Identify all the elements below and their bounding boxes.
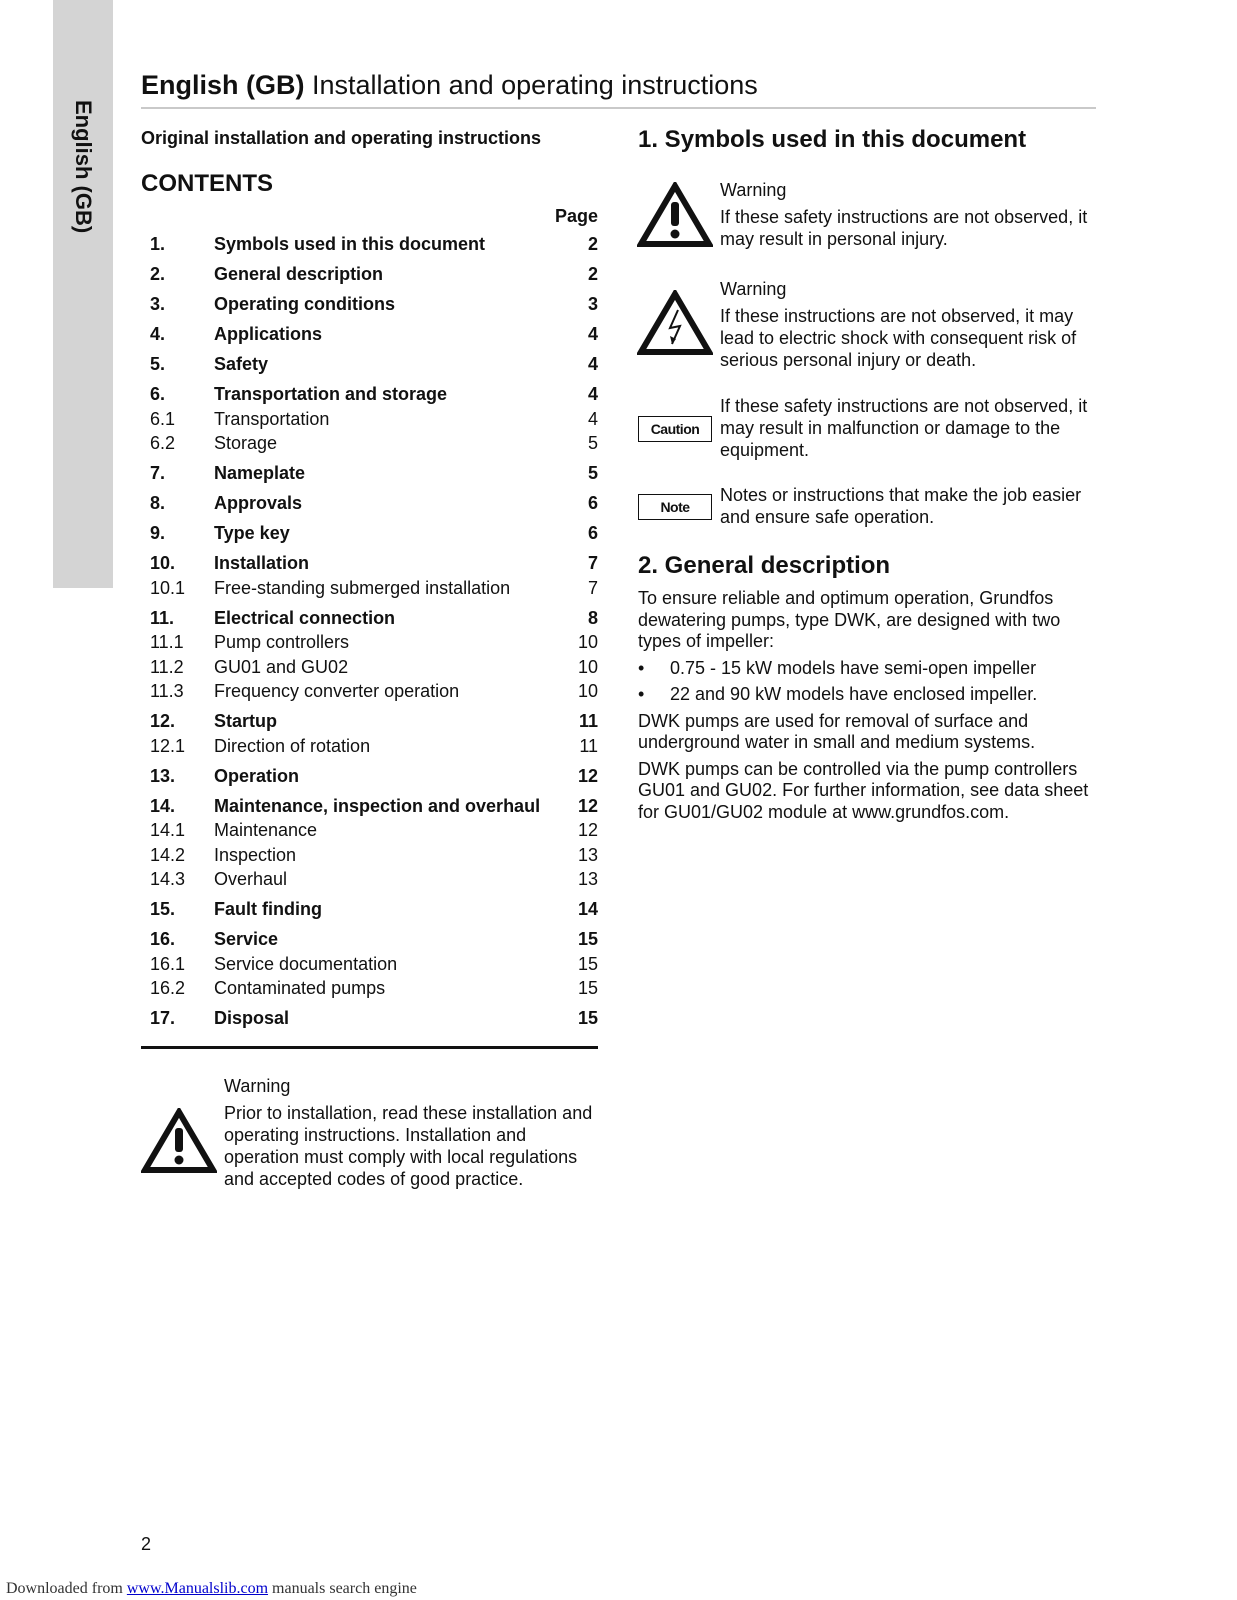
footer-link[interactable]: www.Manualslib.com <box>126 1580 269 1597</box>
toc-entry[interactable] <box>141 867 598 892</box>
toc-entry-title: Installation <box>214 553 310 573</box>
toc-entry[interactable] <box>141 576 598 601</box>
toc-entry-page: 2 <box>587 264 598 284</box>
bottom-warning-label: Warning <box>224 1076 291 1096</box>
toc-entry-title: Fault finding <box>214 899 322 919</box>
toc-entry[interactable] <box>141 461 598 486</box>
toc-entry-number: 8. <box>150 493 166 513</box>
toc-entry[interactable] <box>141 1006 598 1031</box>
toc-entry-number: 13. <box>150 765 176 786</box>
section-2-paragraph: DWK pumps are used for removal of surface and underground water in small and medium systems. <box>638 710 1036 752</box>
toc-entry[interactable] <box>141 352 598 377</box>
toc-entry[interactable] <box>141 843 598 868</box>
toc-entry-title: Frequency converter operation <box>214 681 460 701</box>
toc-entry-number: 14.3 <box>150 869 186 889</box>
toc-entry-page: 7 <box>587 577 598 598</box>
toc-entry[interactable] <box>141 322 598 347</box>
page-title <box>141 70 758 101</box>
toc-entry-number: 6. <box>150 384 166 404</box>
toc-entry-title: Contaminated pumps <box>214 978 386 998</box>
toc-entry-page: 13 <box>577 844 598 865</box>
toc-entry-page: 11 <box>579 735 598 756</box>
toc-entry-title: Maintenance, inspection and overhaul <box>214 795 541 816</box>
symbol-1-label: Warning <box>720 180 787 200</box>
warning-triangle-icon <box>637 182 713 253</box>
page-title-text: Installation and operating instructions <box>312 70 758 100</box>
toc-entry-number: 2. <box>150 264 166 284</box>
download-footer <box>6 1580 417 1598</box>
toc-entry[interactable] <box>141 521 598 546</box>
warning-triangle-icon <box>141 1108 217 1179</box>
toc-entry-page: 4 <box>587 324 598 344</box>
section-2-heading: 2. General description <box>638 552 891 579</box>
toc-entry[interactable] <box>141 794 598 819</box>
toc-entry[interactable] <box>141 952 598 977</box>
toc-entry-number: 3. <box>150 294 166 314</box>
toc-entry[interactable] <box>141 976 598 1001</box>
toc-entry[interactable] <box>141 407 598 432</box>
bullet-mark: • <box>638 657 645 678</box>
toc-entry-number: 10. <box>150 553 176 573</box>
toc-entry[interactable] <box>141 818 598 843</box>
toc-entry-title: Pump controllers <box>214 632 350 652</box>
toc-entry-title: Electrical connection <box>214 607 396 628</box>
bullet-text: 0.75 - 15 kW models have semi-open impeller <box>670 657 1037 678</box>
toc-entry-number: 14. <box>150 795 176 816</box>
page-number: 2 <box>141 1534 152 1554</box>
toc-entry-page: 3 <box>587 294 598 314</box>
toc-entry-number: 16.1 <box>150 953 186 974</box>
footer-suffix: manuals search engine <box>268 1580 417 1597</box>
toc-entry-page: 7 <box>587 553 598 573</box>
toc-entry[interactable] <box>141 679 598 704</box>
toc-entry-title: Service <box>214 929 279 949</box>
toc-entry[interactable] <box>141 630 598 655</box>
toc-entry[interactable] <box>141 709 598 734</box>
table-of-contents <box>141 232 598 1031</box>
bullet-text: 22 and 90 kW models have enclosed impeller. <box>670 684 1038 704</box>
toc-entry-page: 15 <box>577 929 598 949</box>
footer-prefix: Downloaded from <box>6 1580 127 1597</box>
toc-entry[interactable] <box>141 734 598 759</box>
symbol-1-text: If these safety instructions are not observed, it may result in personal injury. <box>720 207 1088 249</box>
toc-entry-title: Symbols used in this document <box>214 234 486 254</box>
toc-entry-page: 6 <box>587 523 598 543</box>
section-1-heading: 1. Symbols used in this document <box>638 126 1027 153</box>
toc-entry-title: Startup <box>214 711 277 731</box>
toc-entry-number: 10.1 <box>150 577 186 598</box>
toc-entry[interactable] <box>141 551 598 576</box>
toc-entry-title: Type key <box>214 523 290 543</box>
bullet-item <box>638 684 1098 706</box>
header-divider <box>141 107 1096 109</box>
toc-entry-title: Disposal <box>214 1008 290 1028</box>
toc-entry-page: 14 <box>577 899 598 919</box>
note-icon: Note <box>638 494 712 520</box>
toc-entry-title: Storage <box>214 433 278 453</box>
toc-entry-page: 12 <box>577 765 598 786</box>
toc-entry-number: 11.2 <box>150 656 184 677</box>
toc-entry[interactable] <box>141 292 598 317</box>
section-2-intro: To ensure reliable and optimum operation, Grundfos dewatering pumps, type DWK, are designed with two types of impeller: <box>638 588 1061 651</box>
toc-entry-title: Safety <box>214 354 269 374</box>
toc-entry-page: 4 <box>587 354 598 374</box>
toc-entry-number: 14.1 <box>150 820 186 840</box>
toc-entry-page: 4 <box>587 384 598 404</box>
caution-icon: Caution <box>638 416 712 442</box>
toc-entry-page: 10 <box>577 656 598 677</box>
toc-entry[interactable] <box>141 491 598 516</box>
toc-entry-title: Operation <box>214 765 300 786</box>
toc-entry-title: Applications <box>214 324 323 344</box>
toc-entry-number: 6.2 <box>150 433 176 453</box>
toc-entry-title: Nameplate <box>214 463 306 483</box>
toc-entry-title: Approvals <box>214 493 303 513</box>
side-tab-label: English (GB) <box>71 100 96 234</box>
electric-shock-icon <box>637 290 713 361</box>
toc-entry-title: Transportation <box>214 408 330 429</box>
toc-bottom-divider <box>141 1046 598 1049</box>
toc-entry-title: Direction of rotation <box>214 735 371 756</box>
toc-entry-number: 11.3 <box>150 681 184 701</box>
toc-entry-title: Maintenance <box>214 820 318 840</box>
toc-entry[interactable] <box>141 431 598 456</box>
toc-entry[interactable] <box>141 262 598 287</box>
toc-entry-page: 13 <box>577 869 598 889</box>
toc-entry-title: GU01 and GU02 <box>214 656 349 677</box>
toc-entry-page: 8 <box>587 607 598 628</box>
toc-entry-page: 10 <box>577 632 598 652</box>
toc-entry-number: 1. <box>150 234 166 254</box>
toc-entry-number: 12.1 <box>150 735 186 756</box>
toc-entry-title: Overhaul <box>214 869 288 889</box>
toc-entry-page: 5 <box>587 433 598 453</box>
toc-entry-page: 12 <box>577 795 598 816</box>
toc-entry[interactable] <box>141 764 598 789</box>
toc-entry-number: 16. <box>150 929 176 949</box>
symbol-4-text: Notes or instructions that make the job easier and ensure safe operation. <box>720 485 1082 527</box>
toc-entry-title: Operating conditions <box>214 294 396 314</box>
toc-entry-number: 6.1 <box>150 408 176 429</box>
toc-entry-page: 12 <box>577 820 598 840</box>
toc-entry-number: 7. <box>150 463 166 483</box>
toc-entry[interactable] <box>141 232 598 257</box>
toc-entry-title: Service documentation <box>214 953 398 974</box>
bullet-mark: • <box>638 684 645 704</box>
original-instructions-heading: Original installation and operating instructions <box>141 128 542 148</box>
toc-entry-page: 4 <box>587 408 598 429</box>
contents-heading: CONTENTS <box>141 170 273 197</box>
toc-entry-number: 11. <box>150 607 175 628</box>
toc-entry-page: 10 <box>577 681 598 701</box>
section-2-paragraph: DWK pumps can be controlled via the pump controllers GU01 and GU02. For further information, see data sheet for GU01/GU02 module at www.grundfos.com. <box>638 758 1089 822</box>
symbol-2-label: Warning <box>720 279 787 299</box>
toc-entry-number: 5. <box>150 354 166 374</box>
toc-entry-page: 11 <box>578 711 598 731</box>
side-language-tab <box>53 0 113 588</box>
bottom-warning-text: Prior to installation, read these installation and operating instructions. Installation and operation must comply with local regulations and accepted codes of good practice. <box>224 1103 593 1189</box>
symbol-2-text: If these instructions are not observed, it may lead to electric shock with consequent risk of serious personal injury or death. <box>720 306 1077 370</box>
page-title-language: English (GB) <box>141 70 305 100</box>
toc-entry-number: 12. <box>150 711 176 731</box>
symbol-3-text: If these safety instructions are not observed, it may result in malfunction or damage to the equipment. <box>720 396 1088 460</box>
toc-page-column-label: Page <box>554 206 598 226</box>
toc-entry-number: 15. <box>150 899 176 919</box>
toc-entry-title: Transportation and storage <box>214 384 448 404</box>
section-2-body <box>638 588 1098 828</box>
toc-entry-page: 6 <box>587 493 598 513</box>
bullet-item <box>638 658 1098 680</box>
toc-entry-page: 15 <box>577 978 598 998</box>
toc-entry-page: 5 <box>587 463 598 483</box>
toc-entry-number: 17. <box>150 1008 176 1028</box>
toc-entry-number: 11.1 <box>150 632 184 652</box>
toc-entry-title: General description <box>214 264 384 284</box>
toc-entry[interactable] <box>141 927 598 952</box>
toc-entry-page: 15 <box>577 953 598 974</box>
toc-entry[interactable] <box>141 655 598 680</box>
toc-entry-title: Free-standing submerged installation <box>214 577 511 598</box>
toc-entry[interactable] <box>141 897 598 922</box>
toc-entry-number: 4. <box>150 324 166 344</box>
toc-entry-page: 15 <box>577 1008 598 1028</box>
toc-entry[interactable] <box>141 382 598 407</box>
toc-entry-number: 16.2 <box>150 978 186 998</box>
toc-entry-title: Inspection <box>214 844 297 865</box>
toc-entry-number: 14.2 <box>150 844 186 865</box>
toc-entry[interactable] <box>141 606 598 631</box>
toc-entry-page: 2 <box>587 234 598 254</box>
toc-entry-number: 9. <box>150 523 166 543</box>
